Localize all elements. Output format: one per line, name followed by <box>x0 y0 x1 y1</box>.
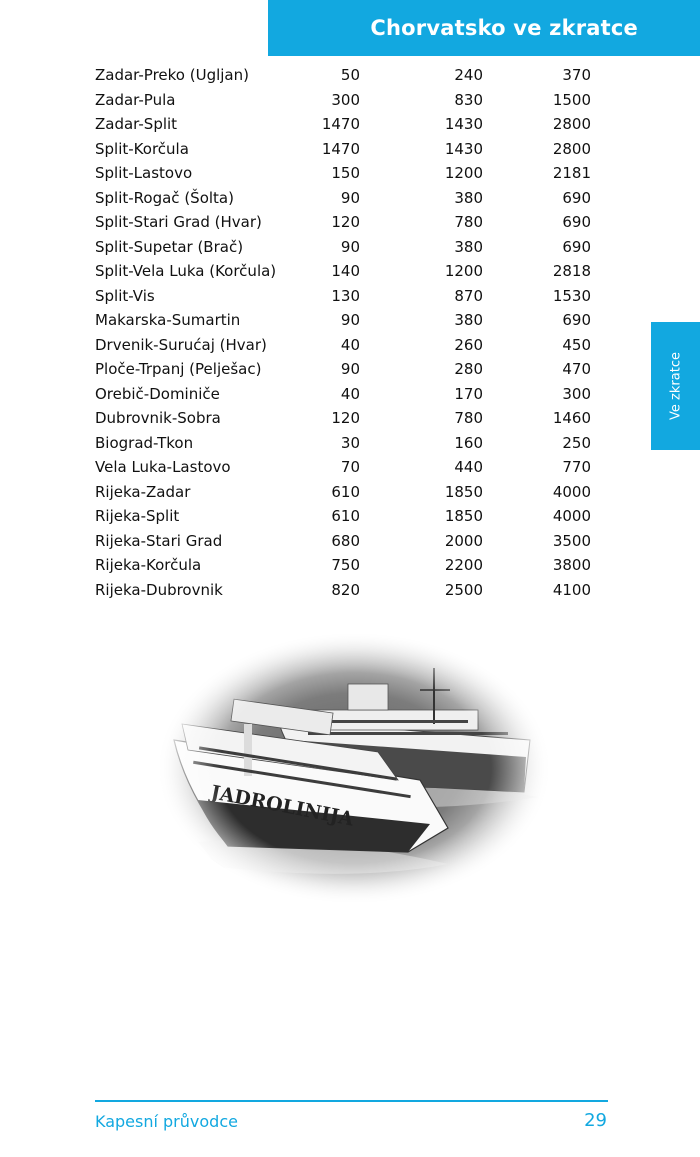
table-row <box>95 455 591 480</box>
price-col-2: 380 <box>454 237 483 256</box>
route-name: Split-Stari Grad (Hvar) <box>95 213 262 232</box>
price-col-2: 1200 <box>444 164 483 183</box>
price-col-1: 90 <box>340 311 360 330</box>
side-tab-label: Ve zkratce <box>668 352 683 420</box>
table-row <box>95 578 591 603</box>
price-col-3: 250 <box>562 433 591 452</box>
price-col-3: 690 <box>562 311 591 330</box>
table-row <box>95 529 591 554</box>
price-col-2: 380 <box>454 188 483 207</box>
price-col-1: 1470 <box>321 139 360 158</box>
table-row <box>95 186 591 211</box>
price-col-1: 50 <box>340 66 360 85</box>
route-name: Rijeka-Split <box>95 507 180 526</box>
table-row <box>95 308 591 333</box>
price-col-2: 1200 <box>444 262 483 281</box>
ferry-photo <box>158 632 550 904</box>
price-col-2: 2000 <box>444 531 483 550</box>
route-name: Split-Lastovo <box>95 164 193 183</box>
route-name: Rijeka-Dubrovnik <box>95 580 223 599</box>
table-row <box>95 431 591 456</box>
ferry-price-table <box>95 63 591 602</box>
route-name: Split-Rogač (Šolta) <box>95 188 234 207</box>
ferry-photo-icon <box>158 632 550 904</box>
price-col-1: 300 <box>331 90 360 109</box>
price-col-3: 4000 <box>552 482 591 501</box>
price-col-3: 690 <box>562 188 591 207</box>
price-col-2: 1430 <box>444 139 483 158</box>
price-col-3: 2800 <box>552 115 591 134</box>
price-col-1: 610 <box>331 507 360 526</box>
price-col-2: 170 <box>454 384 483 403</box>
price-col-2: 1850 <box>444 507 483 526</box>
route-name: Split-Vis <box>95 286 155 305</box>
route-name: Dubrovnik-Sobra <box>95 409 221 428</box>
table-row <box>95 480 591 505</box>
price-col-3: 3800 <box>552 556 591 575</box>
price-col-1: 120 <box>331 213 360 232</box>
price-col-1: 90 <box>340 188 360 207</box>
price-col-2: 160 <box>454 433 483 452</box>
side-tab-ve-zkratce[interactable] <box>651 322 700 450</box>
price-col-3: 690 <box>562 237 591 256</box>
page-title: Chorvatsko ve zkratce <box>370 16 638 40</box>
price-col-3: 1460 <box>552 409 591 428</box>
table-row <box>95 333 591 358</box>
price-col-1: 40 <box>340 335 360 354</box>
price-col-3: 2181 <box>552 164 591 183</box>
table-row <box>95 382 591 407</box>
table-row <box>95 284 591 309</box>
table-row <box>95 210 591 235</box>
price-col-3: 1500 <box>552 90 591 109</box>
table-row <box>95 235 591 260</box>
price-col-3: 2800 <box>552 139 591 158</box>
table-row <box>95 357 591 382</box>
price-col-2: 830 <box>454 90 483 109</box>
price-col-3: 470 <box>562 360 591 379</box>
page-number: 29 <box>584 1110 607 1131</box>
route-name: Zadar-Pula <box>95 90 176 109</box>
price-col-1: 130 <box>331 286 360 305</box>
price-col-2: 2200 <box>444 556 483 575</box>
route-name: Drvenik-Surućaj (Hvar) <box>95 335 267 354</box>
price-col-3: 450 <box>562 335 591 354</box>
route-name: Ploče-Trpanj (Pelješac) <box>95 360 262 379</box>
header-bar <box>268 0 700 56</box>
route-name: Split-Korčula <box>95 139 189 158</box>
price-col-3: 4000 <box>552 507 591 526</box>
footer-title: Kapesní průvodce <box>95 1112 238 1131</box>
route-name: Orebič-Dominiče <box>95 384 220 403</box>
price-col-1: 70 <box>340 458 360 477</box>
price-col-2: 1850 <box>444 482 483 501</box>
price-col-1: 90 <box>340 360 360 379</box>
price-col-1: 40 <box>340 384 360 403</box>
table-row <box>95 88 591 113</box>
table-row <box>95 137 591 162</box>
footer-divider <box>95 1100 608 1102</box>
price-col-1: 1470 <box>321 115 360 134</box>
route-name: Zadar-Preko (Ugljan) <box>95 66 249 85</box>
price-col-3: 770 <box>562 458 591 477</box>
route-name: Zadar-Split <box>95 115 178 134</box>
table-row <box>95 161 591 186</box>
price-col-2: 780 <box>454 213 483 232</box>
price-col-3: 690 <box>562 213 591 232</box>
table-row <box>95 406 591 431</box>
price-col-3: 4100 <box>552 580 591 599</box>
price-col-2: 280 <box>454 360 483 379</box>
table-row <box>95 504 591 529</box>
table-row <box>95 63 591 88</box>
table-row <box>95 553 591 578</box>
price-col-1: 90 <box>340 237 360 256</box>
price-col-1: 820 <box>331 580 360 599</box>
price-col-2: 260 <box>454 335 483 354</box>
price-col-1: 610 <box>331 482 360 501</box>
price-col-1: 680 <box>331 531 360 550</box>
route-name: Vela Luka-Lastovo <box>95 458 231 477</box>
price-col-2: 870 <box>454 286 483 305</box>
price-col-3: 2818 <box>552 262 591 281</box>
route-name: Rijeka-Zadar <box>95 482 191 501</box>
price-col-3: 370 <box>562 66 591 85</box>
price-col-3: 300 <box>562 384 591 403</box>
price-col-2: 380 <box>454 311 483 330</box>
price-col-2: 240 <box>454 66 483 85</box>
price-col-2: 2500 <box>444 580 483 599</box>
price-col-2: 440 <box>454 458 483 477</box>
price-col-1: 30 <box>340 433 360 452</box>
price-col-1: 750 <box>331 556 360 575</box>
route-name: Biograd-Tkon <box>95 433 194 452</box>
price-col-3: 3500 <box>552 531 591 550</box>
table-row <box>95 259 591 284</box>
price-col-2: 780 <box>454 409 483 428</box>
route-name: Rijeka-Korčula <box>95 556 202 575</box>
table-row <box>95 112 591 137</box>
route-name: Split-Supetar (Brač) <box>95 237 244 256</box>
price-col-1: 140 <box>331 262 360 281</box>
route-name: Split-Vela Luka (Korčula) <box>95 262 277 281</box>
route-name: Rijeka-Stari Grad <box>95 531 223 550</box>
price-col-1: 120 <box>331 409 360 428</box>
price-col-2: 1430 <box>444 115 483 134</box>
route-name: Makarska-Sumartin <box>95 311 241 330</box>
price-col-1: 150 <box>331 164 360 183</box>
price-col-3: 1530 <box>552 286 591 305</box>
